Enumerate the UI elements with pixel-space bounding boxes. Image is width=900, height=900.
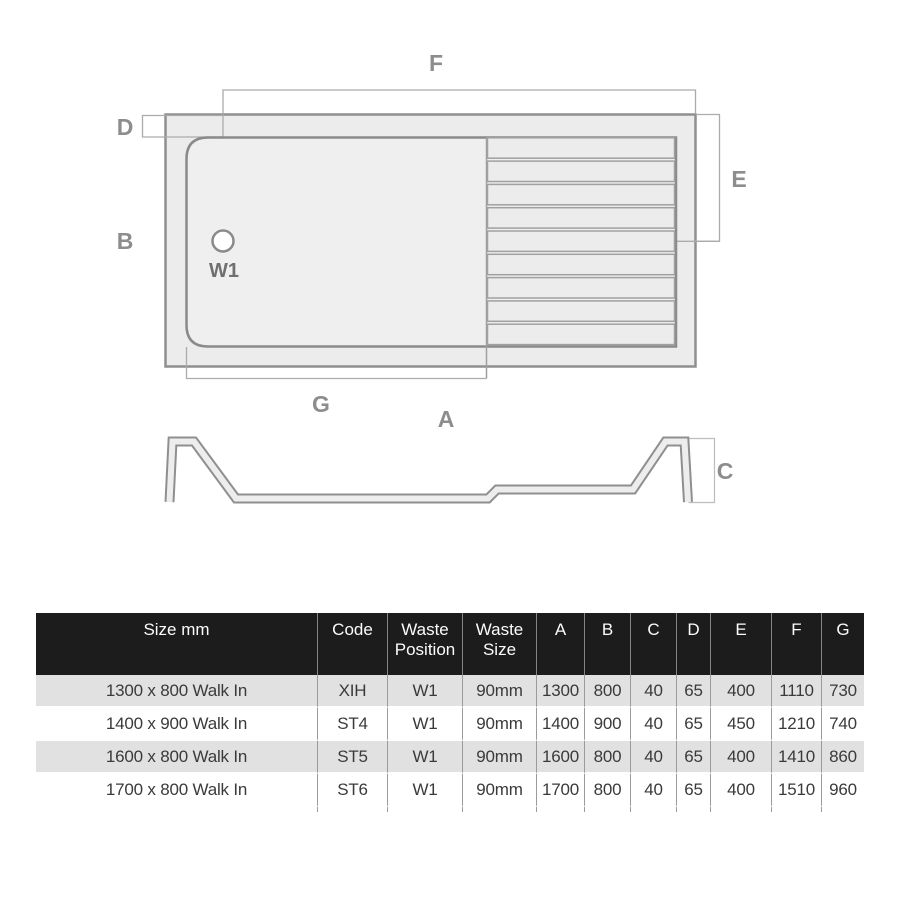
column-header-d: D (676, 613, 710, 675)
drain-slat (488, 161, 675, 181)
dim-label-g: G (312, 391, 330, 417)
cell-b: 800 (584, 774, 630, 807)
dim-label-d: D (116, 114, 134, 140)
drain-slat (488, 231, 675, 251)
cell-d: 65 (676, 774, 710, 807)
cell-b: 800 (584, 741, 630, 774)
cell-code: ST4 (317, 708, 387, 741)
cell-waste-size: 90mm (462, 708, 536, 741)
column-header-e: E (710, 613, 771, 675)
cell-size: 1400 x 900 Walk In (36, 708, 317, 741)
drain-slat (488, 138, 675, 158)
profile-outline (170, 442, 689, 503)
cell-f: 1410 (771, 741, 821, 774)
drain-slat (488, 324, 675, 344)
drain-slat (488, 208, 675, 228)
cell-waste-position: W1 (387, 741, 462, 774)
cell-size: 1300 x 800 Walk In (36, 675, 317, 708)
plan-view (143, 90, 720, 379)
column-header-g: G (821, 613, 864, 675)
column-header-size: Size mm (36, 613, 317, 675)
cell-code: XIH (317, 675, 387, 708)
table-row (36, 774, 864, 807)
dim-label-a: A (437, 406, 455, 432)
column-header-b: B (584, 613, 630, 675)
cell-code: ST6 (317, 774, 387, 807)
cell-a: 1300 (536, 675, 584, 708)
drain-slat (488, 301, 675, 321)
cell-waste-position: W1 (387, 675, 462, 708)
table-row (36, 708, 864, 741)
drain-slats (488, 138, 675, 345)
dim-label-c: C (716, 458, 734, 484)
cell-c: 40 (630, 708, 676, 741)
waste-label: W1 (209, 260, 239, 282)
dim-label-e: E (731, 166, 747, 192)
cell-c: 40 (630, 774, 676, 807)
cell-d: 65 (676, 741, 710, 774)
header-row (36, 613, 864, 675)
cell-code: ST5 (317, 741, 387, 774)
cell-e: 400 (710, 741, 771, 774)
cell-waste-size: 90mm (462, 741, 536, 774)
drain-slat (488, 184, 675, 204)
cell-f: 1210 (771, 708, 821, 741)
cell-g: 740 (821, 708, 864, 741)
table-row (36, 675, 864, 708)
cell-g: 860 (821, 741, 864, 774)
column-header-waste-size: Waste Size (462, 613, 536, 675)
column-header-c: C (630, 613, 676, 675)
dim-label-f: F (428, 50, 444, 76)
cell-a: 1700 (536, 774, 584, 807)
cell-waste-position: W1 (387, 708, 462, 741)
dim-e-bracket (693, 115, 720, 242)
column-header-code: Code (317, 613, 387, 675)
waste-outlet (213, 231, 234, 252)
cell-waste-position: W1 (387, 774, 462, 807)
cell-a: 1400 (536, 708, 584, 741)
cell-e: 450 (710, 708, 771, 741)
cell-b: 900 (584, 708, 630, 741)
cell-d: 65 (676, 708, 710, 741)
column-header-a: A (536, 613, 584, 675)
cell-d: 65 (676, 675, 710, 708)
cell-size: 1600 x 800 Walk In (36, 741, 317, 774)
cell-f: 1510 (771, 774, 821, 807)
table-spacer-row (36, 807, 864, 812)
cell-g: 960 (821, 774, 864, 807)
cell-b: 800 (584, 675, 630, 708)
drain-slat (488, 278, 675, 298)
spec-table (36, 613, 864, 812)
table-row (36, 741, 864, 774)
drain-slat (488, 254, 675, 274)
cell-c: 40 (630, 675, 676, 708)
cell-waste-size: 90mm (462, 675, 536, 708)
dim-label-b: B (116, 228, 134, 254)
cell-e: 400 (710, 675, 771, 708)
column-header-waste-position: Waste Position (387, 613, 462, 675)
cell-a: 1600 (536, 741, 584, 774)
cell-e: 400 (710, 774, 771, 807)
column-header-f: F (771, 613, 821, 675)
cell-f: 1110 (771, 675, 821, 708)
cell-size: 1700 x 800 Walk In (36, 774, 317, 807)
side-profile-view (170, 439, 715, 503)
cell-waste-size: 90mm (462, 774, 536, 807)
cell-g: 730 (821, 675, 864, 708)
cell-c: 40 (630, 741, 676, 774)
